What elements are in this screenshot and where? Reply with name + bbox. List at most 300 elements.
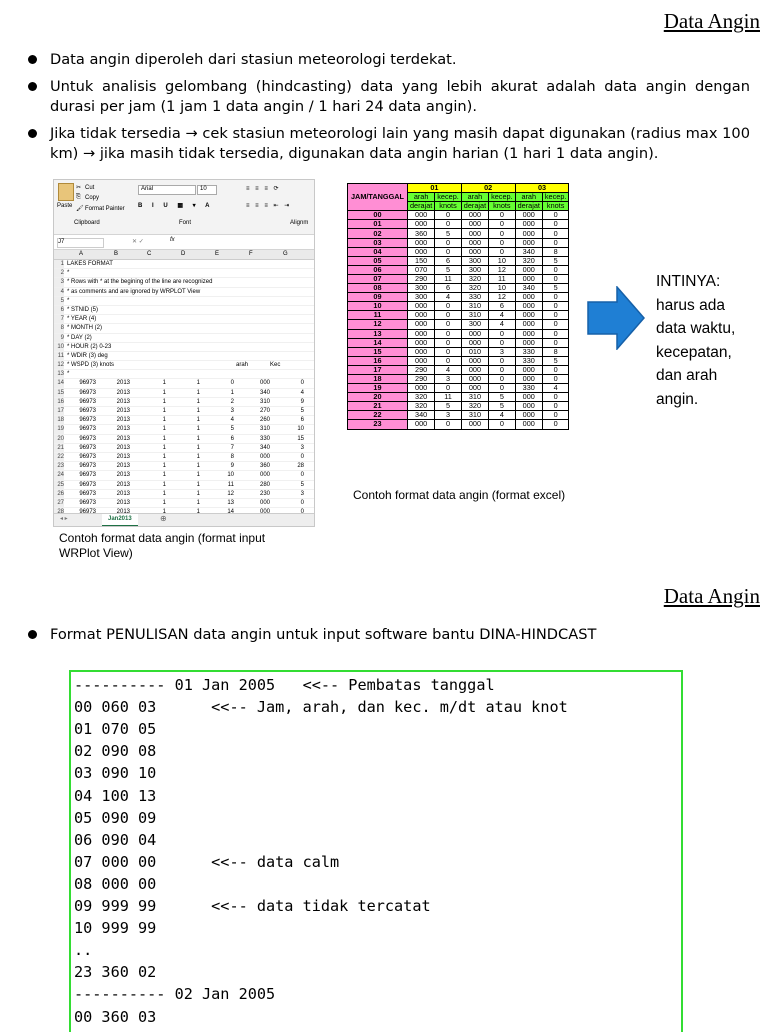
- value-cell: 0: [542, 393, 569, 402]
- copy-label: Copy: [85, 195, 100, 201]
- wind-data-table: [347, 183, 569, 430]
- sheet-data-row: [54, 435, 314, 444]
- bullet-list-2: [28, 625, 750, 652]
- day-header: 02: [461, 184, 515, 193]
- cell-value: 360: [259, 463, 270, 470]
- value-cell: 000: [407, 420, 434, 429]
- font-size-select: 10: [197, 185, 217, 195]
- sheet-data-row: [54, 471, 314, 480]
- cell-value: 96973: [79, 453, 96, 460]
- value-cell: 0: [542, 329, 569, 338]
- cell-value: 1: [196, 426, 200, 433]
- cell-value: 5: [300, 481, 304, 488]
- cell-value: 11: [227, 481, 234, 488]
- value-cell: 310: [461, 393, 488, 402]
- cell-text: * WDIR (3) deg: [67, 352, 108, 359]
- cell-value: 1: [162, 398, 166, 405]
- cell-text: * HOUR (2) 0-23: [67, 343, 112, 350]
- row-number: 18: [54, 416, 64, 424]
- row-number: 19: [54, 425, 64, 433]
- row-number: 3: [54, 278, 64, 286]
- name-box: J7: [57, 238, 104, 248]
- sub-header: arah: [461, 193, 488, 202]
- value-cell: 300: [461, 256, 488, 265]
- sheet-row: [54, 334, 314, 343]
- cell-value: 5: [230, 426, 234, 433]
- code-line: 03 090 10: [74, 764, 157, 783]
- hour-cell: 07: [348, 274, 408, 283]
- value-cell: 310: [461, 411, 488, 420]
- row-number: 20: [54, 435, 64, 443]
- sheet-row: [54, 288, 314, 297]
- format-painter-icon: 🖌: [76, 206, 84, 212]
- sheet-data-row: [54, 453, 314, 462]
- code-line: 01 070 05: [74, 720, 157, 739]
- value-cell: 340: [407, 411, 434, 420]
- value-cell: 0: [489, 329, 516, 338]
- value-cell: 0: [542, 365, 569, 374]
- value-cell: 150: [407, 256, 434, 265]
- cell-value: 1: [196, 444, 200, 451]
- hour-cell: 21: [348, 402, 408, 411]
- value-cell: 000: [515, 302, 542, 311]
- cell-value: 1: [196, 389, 200, 396]
- cell-value: 000: [259, 472, 270, 479]
- sheet-row: [54, 352, 314, 361]
- cell-value: 270: [259, 408, 270, 414]
- value-cell: 320: [407, 402, 434, 411]
- cell-value: 1: [162, 481, 166, 488]
- cell-value: 5: [300, 408, 304, 414]
- cell-value: 1: [196, 499, 200, 506]
- hour-cell: 01: [348, 220, 408, 229]
- code-line: ---------- 01 Jan 2005 <<-- Pembatas tanggal: [74, 676, 495, 694]
- row-number: 27: [54, 499, 64, 507]
- cell-value: 6: [300, 417, 304, 424]
- cell-value: 12: [227, 490, 234, 497]
- value-cell: 0: [489, 247, 516, 256]
- sheet-data-row: [54, 462, 314, 471]
- cell-value: 2013: [116, 453, 130, 460]
- value-cell: 3: [435, 374, 462, 383]
- sub-header: kecep.: [542, 193, 569, 202]
- cell-text: *: [67, 270, 70, 277]
- col-header: F: [249, 251, 253, 257]
- value-cell: 000: [515, 293, 542, 302]
- cell-value: 2013: [116, 408, 130, 414]
- table-row: [348, 320, 569, 329]
- value-cell: 340: [515, 247, 542, 256]
- value-cell: 000: [515, 374, 542, 383]
- cell-text: * STNID (5): [67, 306, 99, 313]
- value-cell: 0: [435, 238, 462, 247]
- cell-value: 96973: [79, 444, 96, 451]
- value-cell: 0: [542, 220, 569, 229]
- fx-icon: fx: [170, 237, 175, 243]
- value-cell: 000: [407, 384, 434, 393]
- sheet-tab: Jan2013: [102, 514, 138, 527]
- value-cell: 310: [461, 311, 488, 320]
- cell-value: 0: [300, 499, 304, 506]
- sheet-row: [54, 343, 314, 352]
- value-cell: 4: [489, 320, 516, 329]
- value-cell: 000: [515, 238, 542, 247]
- code-line: 23 360 02: [74, 963, 157, 982]
- cell-value: 2013: [116, 435, 130, 442]
- value-cell: 320: [461, 402, 488, 411]
- value-cell: 000: [515, 329, 542, 338]
- value-cell: 290: [407, 365, 434, 374]
- row-number: 15: [54, 389, 64, 397]
- cell-value: 280: [259, 481, 270, 488]
- row-number: 5: [54, 297, 64, 305]
- value-cell: 4: [489, 411, 516, 420]
- unit-header: derajat: [515, 202, 542, 211]
- cell-value: 96973: [79, 417, 96, 424]
- value-cell: 0: [489, 356, 516, 365]
- cell-value: 4: [230, 417, 234, 424]
- cell-value: 15: [297, 435, 304, 442]
- row-number: 22: [54, 453, 64, 461]
- value-cell: 290: [407, 374, 434, 383]
- hour-cell: 18: [348, 374, 408, 383]
- cell-value: 96973: [79, 499, 96, 506]
- cell-value: 1: [196, 453, 200, 460]
- value-cell: 000: [461, 374, 488, 383]
- cell-value: 6: [230, 435, 234, 442]
- value-cell: 320: [407, 393, 434, 402]
- unit-header: knots: [435, 202, 462, 211]
- value-cell: 8: [542, 247, 569, 256]
- intinya-note: [656, 270, 766, 411]
- value-cell: 330: [461, 293, 488, 302]
- value-cell: 010: [461, 347, 488, 356]
- jam-tanggal-header: JAM/TANGGAL: [348, 184, 408, 211]
- value-cell: 0: [489, 238, 516, 247]
- cell-value: 1: [162, 453, 166, 460]
- value-cell: 0: [435, 420, 462, 429]
- table-row: [348, 347, 569, 356]
- value-cell: 000: [515, 229, 542, 238]
- value-cell: 6: [435, 256, 462, 265]
- value-cell: 320: [461, 274, 488, 283]
- cell-value: 96973: [79, 426, 96, 433]
- value-cell: 000: [515, 211, 542, 220]
- value-cell: 000: [407, 211, 434, 220]
- sub-header: kecep.: [435, 193, 462, 202]
- sheet-data-row: [54, 407, 314, 416]
- cell-value: 1: [162, 472, 166, 479]
- value-cell: 300: [407, 293, 434, 302]
- bullet-item: Format PENULISAN data angin untuk input software bantu DINA-HINDCAST: [28, 625, 750, 645]
- cut-label: Cut: [85, 185, 95, 191]
- hour-cell: 00: [348, 211, 408, 220]
- add-sheet-icon: ⊕: [160, 514, 167, 523]
- row-number: 23: [54, 462, 64, 470]
- bullet-item: Untuk analisis gelombang (hindcasting) data yang lebih akurat adalah data angin dengan durasi per jam (1 jam 1 data angin / 1 hari 24 data angin).: [28, 77, 750, 117]
- clipboard-group: Clipboard: [74, 220, 100, 226]
- cell-text: * Rows with * at the begining of the line are recognized: [67, 279, 213, 286]
- day-header: 03: [515, 184, 569, 193]
- cell-text: * YEAR (4): [67, 316, 97, 323]
- value-cell: 0: [489, 384, 516, 393]
- bullet-list: [28, 50, 750, 171]
- value-cell: 5: [435, 402, 462, 411]
- cell-value: 1: [162, 417, 166, 424]
- cell-value: 96973: [79, 481, 96, 488]
- value-cell: 5: [542, 284, 569, 293]
- unit-header: derajat: [461, 202, 488, 211]
- value-cell: 4: [435, 293, 462, 302]
- col-header: A: [79, 251, 84, 257]
- paste-icon: [58, 183, 74, 201]
- table-row: [348, 229, 569, 238]
- cell-value: 0: [300, 453, 304, 460]
- sheet-tabs: [54, 513, 314, 526]
- value-cell: 000: [515, 265, 542, 274]
- hour-cell: 22: [348, 411, 408, 420]
- value-cell: 000: [407, 302, 434, 311]
- cell-text: *: [67, 297, 70, 304]
- cell-text: * MONTH (2): [67, 325, 102, 332]
- cell-value: 1: [196, 463, 200, 470]
- value-cell: 0: [489, 365, 516, 374]
- value-cell: 0: [489, 338, 516, 347]
- value-cell: 0: [435, 329, 462, 338]
- cell-value: 000: [259, 380, 270, 387]
- value-cell: 000: [407, 311, 434, 320]
- value-cell: 11: [489, 274, 516, 283]
- hour-cell: 14: [348, 338, 408, 347]
- sheet-rows: [54, 260, 314, 517]
- cell-value: 1: [162, 499, 166, 506]
- value-cell: 0: [489, 420, 516, 429]
- value-cell: 000: [461, 329, 488, 338]
- cell-value: 1: [196, 408, 200, 414]
- font-name-select: Arial: [138, 185, 196, 195]
- value-cell: 000: [407, 347, 434, 356]
- cell-value: 1: [196, 380, 200, 387]
- align-icons: ≡ ≡ ≡ ⟳: [246, 186, 281, 192]
- cell-value: 2013: [116, 389, 130, 396]
- cell-value: 1: [162, 389, 166, 396]
- row-number: 17: [54, 407, 64, 415]
- cell-value: 10: [297, 426, 304, 433]
- sheet-row: [54, 260, 314, 269]
- cell-value: 1: [162, 444, 166, 451]
- value-cell: 0: [435, 302, 462, 311]
- row-number: 25: [54, 481, 64, 489]
- cell-value: 1: [162, 490, 166, 497]
- bold-italic-underline-icons: B I U ▦ ▾ A: [138, 203, 214, 209]
- cell-value: 2013: [116, 426, 130, 433]
- value-cell: 10: [489, 284, 516, 293]
- sheet-row: [54, 324, 314, 333]
- sheet-data-row: [54, 389, 314, 398]
- cell-value: 1: [162, 408, 166, 414]
- sheet-data-row: [54, 425, 314, 434]
- note-line: kecepatan,: [656, 343, 732, 361]
- value-cell: 0: [542, 302, 569, 311]
- cell-value: 1: [162, 380, 166, 387]
- row-number: 24: [54, 471, 64, 479]
- code-line: 00 060 03 <<-- Jam, arah, dan kec. m/dt atau knot: [74, 698, 568, 717]
- value-cell: 0: [542, 229, 569, 238]
- value-cell: 000: [407, 329, 434, 338]
- hour-cell: 12: [348, 320, 408, 329]
- value-cell: 0: [542, 211, 569, 220]
- sheet-row: [54, 278, 314, 287]
- row-number: 8: [54, 324, 64, 332]
- value-cell: 0: [489, 220, 516, 229]
- cell-value: 96973: [79, 472, 96, 479]
- value-cell: 0: [435, 384, 462, 393]
- value-cell: 5: [542, 356, 569, 365]
- cell-value: 7: [230, 444, 234, 451]
- value-cell: 0: [435, 338, 462, 347]
- format-painter-label: Format Painter: [85, 206, 125, 212]
- row-number: 11: [54, 352, 64, 360]
- slide-title: Data Angin: [663, 9, 760, 33]
- value-cell: 000: [515, 320, 542, 329]
- cell-value: 4: [300, 389, 304, 396]
- value-cell: 300: [461, 265, 488, 274]
- cell-value: 310: [259, 426, 270, 433]
- sheet-row: [54, 269, 314, 278]
- sub-header: kecep.: [489, 193, 516, 202]
- table-caption: Contoh format data angin (format excel): [353, 488, 566, 502]
- cell-value: 000: [259, 499, 270, 506]
- bullet-item: Jika tidak tersedia → cek stasiun meteorologi lain yang masih dapat digunakan (radius max 100 km) → jika masih tidak tersedia, digunakan data angin harian (1 hari 1 data angin).: [28, 124, 750, 164]
- value-cell: 0: [435, 320, 462, 329]
- value-cell: 12: [489, 265, 516, 274]
- value-cell: 0: [542, 274, 569, 283]
- cell-value: 260: [259, 417, 270, 424]
- cell-value: 310: [259, 398, 270, 405]
- code-line: 02 090 08: [74, 742, 157, 761]
- cell-text: * DAY (2): [67, 334, 92, 341]
- col-header: D: [181, 251, 186, 257]
- cell-value: 1: [196, 417, 200, 424]
- cell-value: 0: [300, 380, 304, 387]
- value-cell: 330: [515, 356, 542, 365]
- sheet-row: [54, 306, 314, 315]
- value-cell: 0: [542, 311, 569, 320]
- hour-cell: 11: [348, 311, 408, 320]
- sheet-row: [54, 361, 314, 370]
- excel-caption: Contoh format data angin (format input WRPlot View): [59, 531, 266, 560]
- hour-cell: 08: [348, 284, 408, 293]
- cell-value: 1: [196, 490, 200, 497]
- cell-value: 9: [230, 463, 234, 470]
- col-header: G: [283, 251, 288, 257]
- sheet-data-row: [54, 444, 314, 453]
- value-cell: 360: [407, 229, 434, 238]
- value-cell: 5: [542, 256, 569, 265]
- column-headers: [54, 250, 314, 260]
- value-cell: 320: [461, 284, 488, 293]
- value-cell: 300: [407, 284, 434, 293]
- value-cell: 0: [542, 338, 569, 347]
- table-row: [348, 338, 569, 347]
- row-number: 16: [54, 398, 64, 406]
- col-header: E: [215, 251, 220, 257]
- cell-value: 9: [300, 398, 304, 405]
- row-number: 13: [54, 370, 64, 378]
- value-cell: 6: [435, 284, 462, 293]
- value-cell: 5: [435, 265, 462, 274]
- cell-value: 2013: [116, 463, 130, 470]
- value-cell: 0: [435, 211, 462, 220]
- value-cell: 000: [461, 229, 488, 238]
- cell-value: 3: [300, 444, 304, 451]
- align-icons-row2: ≡ ≡ ≡ ⇤ ⇥: [246, 203, 292, 209]
- value-cell: 000: [461, 338, 488, 347]
- cell-value: 2013: [116, 380, 130, 387]
- cell-value: 230: [259, 490, 270, 497]
- value-cell: 0: [489, 211, 516, 220]
- cell-value: 2013: [116, 417, 130, 424]
- code-line: 08 000 00: [74, 874, 157, 893]
- value-cell: 6: [489, 302, 516, 311]
- hour-cell: 13: [348, 329, 408, 338]
- table-row: [348, 329, 569, 338]
- code-line: 06 090 04: [74, 830, 157, 849]
- value-cell: 000: [461, 220, 488, 229]
- row-number: 14: [54, 379, 64, 387]
- value-cell: 000: [407, 356, 434, 365]
- value-cell: 000: [407, 247, 434, 256]
- cell-value: 1: [230, 389, 234, 396]
- note-line: angin.: [656, 390, 699, 408]
- value-cell: 5: [489, 393, 516, 402]
- hour-cell: 23: [348, 420, 408, 429]
- code-line: ..: [74, 941, 93, 960]
- hour-cell: 10: [348, 302, 408, 311]
- value-cell: 000: [461, 420, 488, 429]
- value-cell: 0: [435, 311, 462, 320]
- value-cell: 310: [461, 302, 488, 311]
- cell-text: LAKES FORMAT: [67, 261, 113, 267]
- font-group: Font: [179, 220, 192, 226]
- value-cell: 12: [489, 293, 516, 302]
- cell-value: 2013: [116, 490, 130, 497]
- hour-cell: 19: [348, 384, 408, 393]
- cell-value: 96973: [79, 389, 96, 396]
- cell-value: 2013: [116, 444, 130, 451]
- table-row: [348, 220, 569, 229]
- table-row: [348, 247, 569, 256]
- code-line: 05 090 09: [74, 808, 157, 827]
- cell-value: 10: [227, 472, 234, 479]
- sub-header: arah: [407, 193, 434, 202]
- value-cell: 3: [435, 411, 462, 420]
- code-line: 07 000 00 <<-- data calm: [74, 852, 340, 871]
- sheet-data-row: [54, 481, 314, 490]
- excel-ribbon: [54, 180, 314, 235]
- hour-cell: 09: [348, 293, 408, 302]
- row-number: 6: [54, 306, 64, 314]
- value-cell: 0: [542, 411, 569, 420]
- cell-value: 96973: [79, 435, 96, 442]
- hour-cell: 02: [348, 229, 408, 238]
- value-cell: 340: [515, 284, 542, 293]
- cell-text: * as comments and are ignored by WRPLOT View: [67, 288, 201, 295]
- row-number: 1: [54, 260, 64, 268]
- slide-title-2: Data Angin: [663, 584, 760, 608]
- cell-text: * WSPD (3) knots: [67, 362, 115, 369]
- cell-value: 96973: [79, 398, 96, 405]
